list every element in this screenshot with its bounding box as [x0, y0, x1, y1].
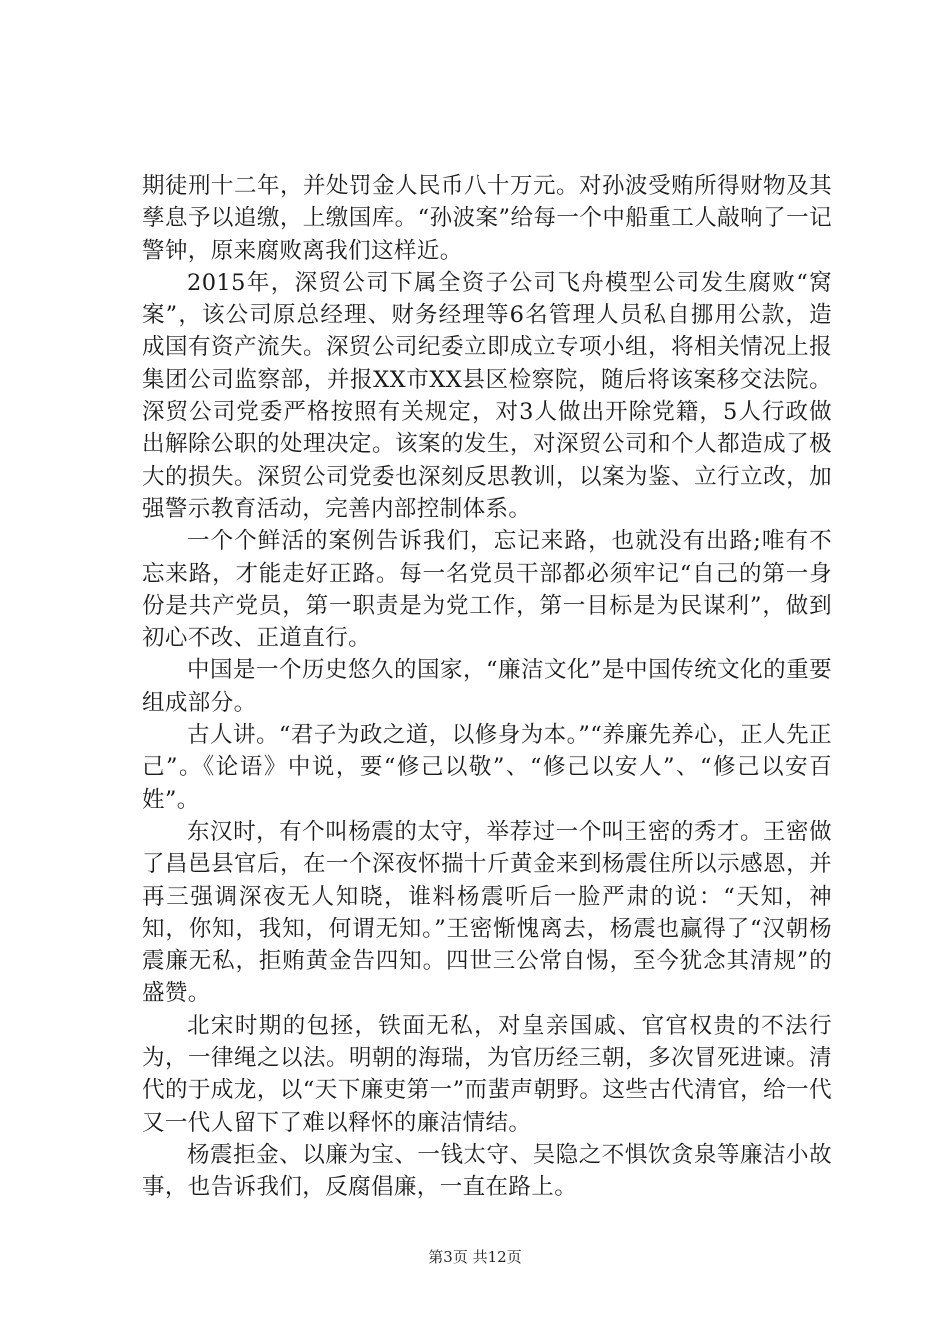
- paragraph-ancient-sayings: 古人讲。“君子为政之道，以修身为本。”“养廉先养心，正人先正己”。《论语》中说，要“修己以敬”、“修己以安人”、“修己以安百姓”。: [142, 722, 832, 813]
- document-body: [142, 170, 832, 1204]
- paragraph-upright-officials: 北宋时期的包拯，铁面无私，对皇亲国戚、官官权贵的不法行为，一律绳之以法。明朝的海瑞，为官历经三朝，多次冒死进谏。清代的于成龙，以“天下廉吏第一”而蜚声朝野。这些古代清官，给一代又一代人留下了难以释怀的廉洁情结。: [142, 1012, 832, 1136]
- paragraph-continuation: 期徒刑十二年，并处罚金人民币八十万元。对孙波受贿所得财物及其孳息予以追缴，上缴国库。“孙波案”给每一个中船重工人敲响了一记警钟，原来腐败离我们这样近。: [142, 173, 832, 264]
- paragraph-clean-culture: 中国是一个历史悠久的国家，“廉洁文化”是中国传统文化的重要组成部分。: [142, 657, 832, 716]
- paragraph-feizhou-case: 2015年，深贸公司下属全资子公司飞舟模型公司发生腐败“窝案”，该公司原总经理、财务经理等6名管理人员私自挪用公款，造成国有资产流失。深贸公司纪委立即成立专项小组，将相关情况上报集团公司监察部，并报XX市XX县区检察院，随后将该案移交法院。深贸公司党委严格按照有关规定，对3人做出开除党籍，5人行政做出解除公职的处理决定。该案的发生，对深贸公司和个人都造成了极大的损失。深贸公司党委也深刻反思教训，以案为鉴、立行立改，加强警示教育活动，完善内部控制体系。: [142, 269, 832, 522]
- paragraph-clean-stories: 杨震拒金、以廉为宝、一钱太守、吴隐之不惧饮贪泉等廉洁小故事，也告诉我们，反腐倡廉，一直在路上。: [142, 1141, 832, 1201]
- paragraph-lessons: 一个个鲜活的案例告诉我们，忘记来路，也就没有出路;唯有不忘来路，才能走好正路。每一名党员干部都必须牢记“自己的第一身份是共产党员，第一职责是为党工作，第一目标是为民谋利”，做到初心不改、正道直行。: [142, 528, 832, 652]
- page-number-footer: 第3页 共12页: [428, 1248, 522, 1266]
- paragraph-yang-zhen: 东汉时，有个叫杨震的太守，举荐过一个叫王密的秀才。王密做了昌邑县官后，在一个深夜怀揣十斤黄金来到杨震住所以示感恩，并再三强调深夜无人知晓，谁料杨震听后一脸严肃的说：“天知，神知，你知，我知，何谓无知。”王密惭愧离去，杨震也赢得了“汉朝杨震廉无私，拒贿黄金告四知。四世三公常自惕，至今犹念其清规”的盛赞。: [142, 818, 832, 1007]
